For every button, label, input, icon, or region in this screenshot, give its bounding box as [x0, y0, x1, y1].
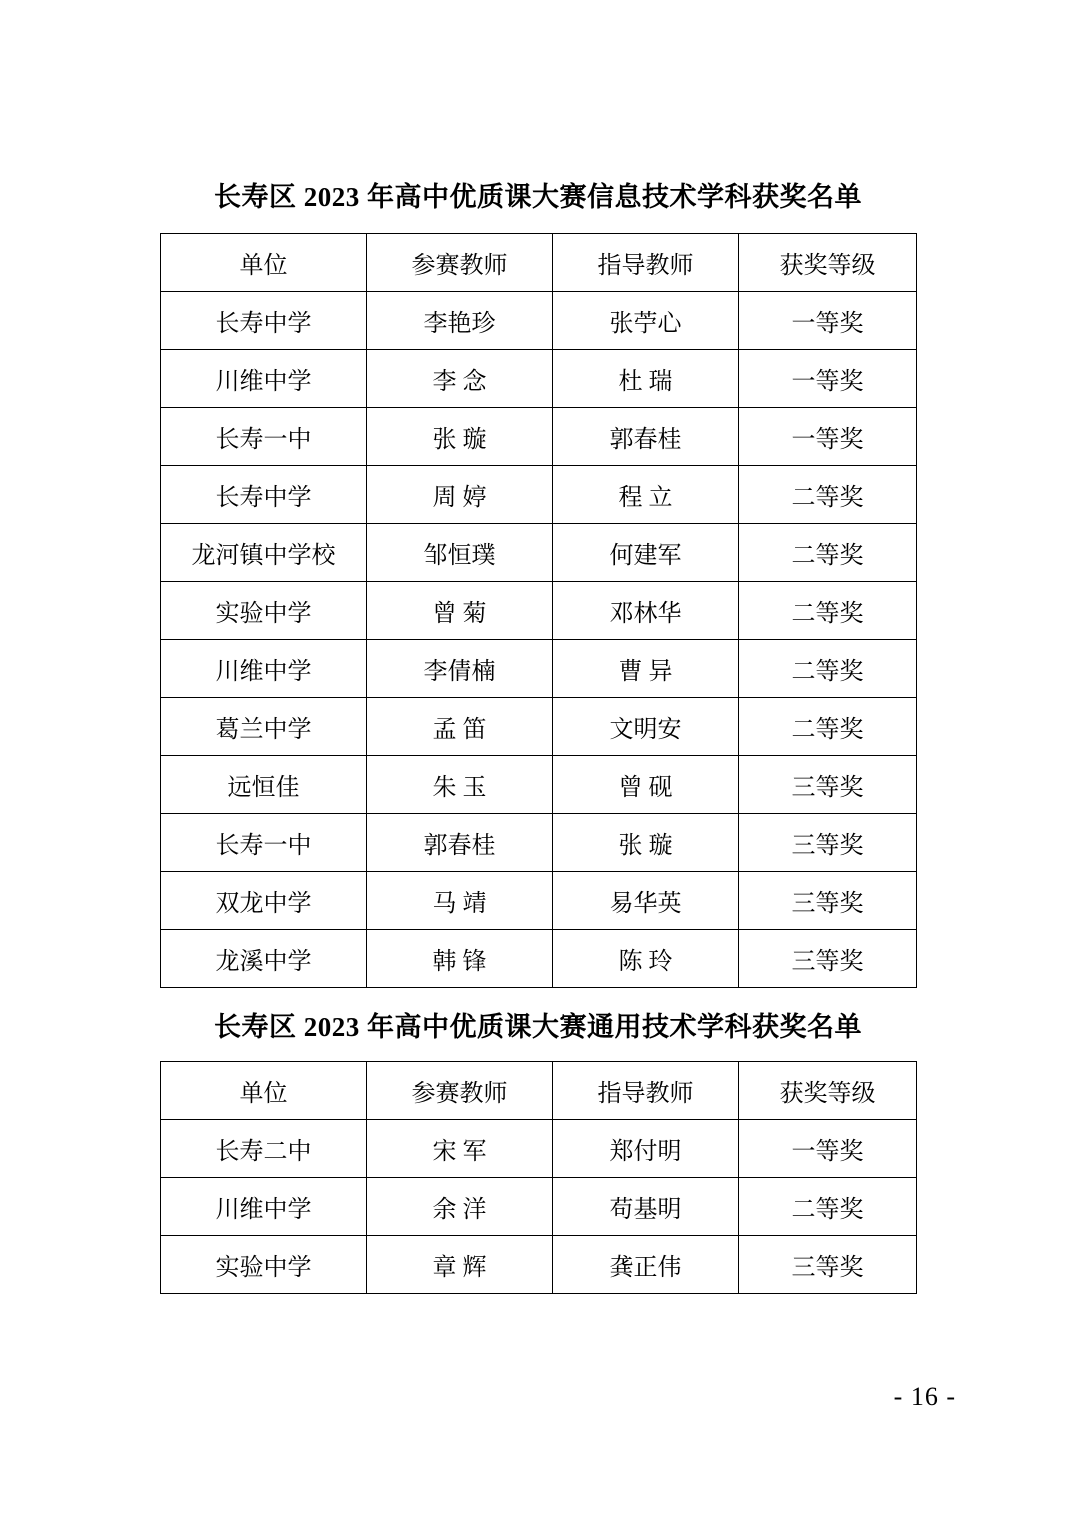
column-header-level: 获奖等级: [739, 234, 917, 292]
column-header-level: 获奖等级: [739, 1062, 917, 1120]
table-row: [161, 930, 917, 988]
cell-level: 三等奖: [739, 1236, 917, 1294]
cell-unit: 葛兰中学: [161, 698, 367, 756]
table-row: [161, 640, 917, 698]
table-row: [161, 1178, 917, 1236]
page-number: - 16 -: [893, 1382, 956, 1411]
table-row: [161, 872, 917, 930]
cell-teacher: 宋 军: [367, 1120, 553, 1178]
cell-unit: 实验中学: [161, 1236, 367, 1294]
cell-teacher: 韩 锋: [367, 930, 553, 988]
cell-teacher: 孟 笛: [367, 698, 553, 756]
cell-level: 二等奖: [739, 524, 917, 582]
cell-unit: 川维中学: [161, 640, 367, 698]
cell-mentor: 易华英: [553, 872, 739, 930]
cell-teacher: 李倩楠: [367, 640, 553, 698]
cell-unit: 实验中学: [161, 582, 367, 640]
cell-teacher: 李 念: [367, 350, 553, 408]
table-row: [161, 756, 917, 814]
cell-teacher: 张 璇: [367, 408, 553, 466]
cell-level: 二等奖: [739, 466, 917, 524]
cell-teacher: 章 辉: [367, 1236, 553, 1294]
cell-unit: 双龙中学: [161, 872, 367, 930]
column-header-teacher: 参赛教师: [367, 234, 553, 292]
cell-level: 三等奖: [739, 930, 917, 988]
column-header-unit: 单位: [161, 234, 367, 292]
cell-level: 二等奖: [739, 1178, 917, 1236]
cell-mentor: 程 立: [553, 466, 739, 524]
cell-mentor: 曹 异: [553, 640, 739, 698]
cell-level: 一等奖: [739, 292, 917, 350]
cell-unit: 川维中学: [161, 350, 367, 408]
cell-unit: 长寿中学: [161, 466, 367, 524]
cell-unit: 长寿一中: [161, 408, 367, 466]
cell-level: 二等奖: [739, 640, 917, 698]
table-row: [161, 698, 917, 756]
cell-mentor: 张苧心: [553, 292, 739, 350]
table-row: [161, 814, 917, 872]
cell-teacher: 余 洋: [367, 1178, 553, 1236]
section-title-general-technology: 长寿区 2023 年高中优质课大赛通用技术学科获奖名单: [214, 1012, 862, 1043]
column-header-unit: 单位: [161, 1062, 367, 1120]
cell-mentor: 杜 瑞: [553, 350, 739, 408]
table-row: [161, 408, 917, 466]
document-content: [160, 180, 916, 1294]
cell-level: 三等奖: [739, 756, 917, 814]
cell-unit: 龙河镇中学校: [161, 524, 367, 582]
cell-mentor: 郑付明: [553, 1120, 739, 1178]
award-table-general-technology: [160, 1061, 917, 1294]
cell-mentor: 文明安: [553, 698, 739, 756]
cell-unit: 长寿中学: [161, 292, 367, 350]
cell-mentor: 曾 砚: [553, 756, 739, 814]
table-row: [161, 292, 917, 350]
cell-mentor: 陈 玲: [553, 930, 739, 988]
column-header-mentor: 指导教师: [553, 1062, 739, 1120]
cell-level: 一等奖: [739, 1120, 917, 1178]
cell-level: 二等奖: [739, 698, 917, 756]
table-header-row: [161, 234, 917, 292]
table-row: [161, 350, 917, 408]
award-table-information-technology: [160, 233, 917, 988]
cell-mentor: 郭春桂: [553, 408, 739, 466]
cell-mentor: 张 璇: [553, 814, 739, 872]
table-row: [161, 1236, 917, 1294]
table-row: [161, 466, 917, 524]
cell-mentor: 邓林华: [553, 582, 739, 640]
cell-level: 一等奖: [739, 408, 917, 466]
column-header-teacher: 参赛教师: [367, 1062, 553, 1120]
cell-teacher: 曾 菊: [367, 582, 553, 640]
cell-teacher: 朱 玉: [367, 756, 553, 814]
cell-level: 三等奖: [739, 872, 917, 930]
cell-mentor: 苟基明: [553, 1178, 739, 1236]
cell-unit: 远恒佳: [161, 756, 367, 814]
cell-unit: 龙溪中学: [161, 930, 367, 988]
cell-teacher: 邹恒璞: [367, 524, 553, 582]
column-header-mentor: 指导教师: [553, 234, 739, 292]
table-row: [161, 524, 917, 582]
cell-level: 三等奖: [739, 814, 917, 872]
cell-teacher: 李艳珍: [367, 292, 553, 350]
cell-teacher: 郭春桂: [367, 814, 553, 872]
cell-unit: 川维中学: [161, 1178, 367, 1236]
cell-unit: 长寿二中: [161, 1120, 367, 1178]
cell-teacher: 周 婷: [367, 466, 553, 524]
cell-mentor: 龚正伟: [553, 1236, 739, 1294]
table-row: [161, 582, 917, 640]
cell-level: 一等奖: [739, 350, 917, 408]
table-row: [161, 1120, 917, 1178]
section-title-information-technology: 长寿区 2023 年高中优质课大赛信息技术学科获奖名单: [214, 182, 862, 212]
table-header-row: [161, 1062, 917, 1120]
cell-unit: 长寿一中: [161, 814, 367, 872]
cell-mentor: 何建军: [553, 524, 739, 582]
cell-teacher: 马 靖: [367, 872, 553, 930]
cell-level: 二等奖: [739, 582, 917, 640]
